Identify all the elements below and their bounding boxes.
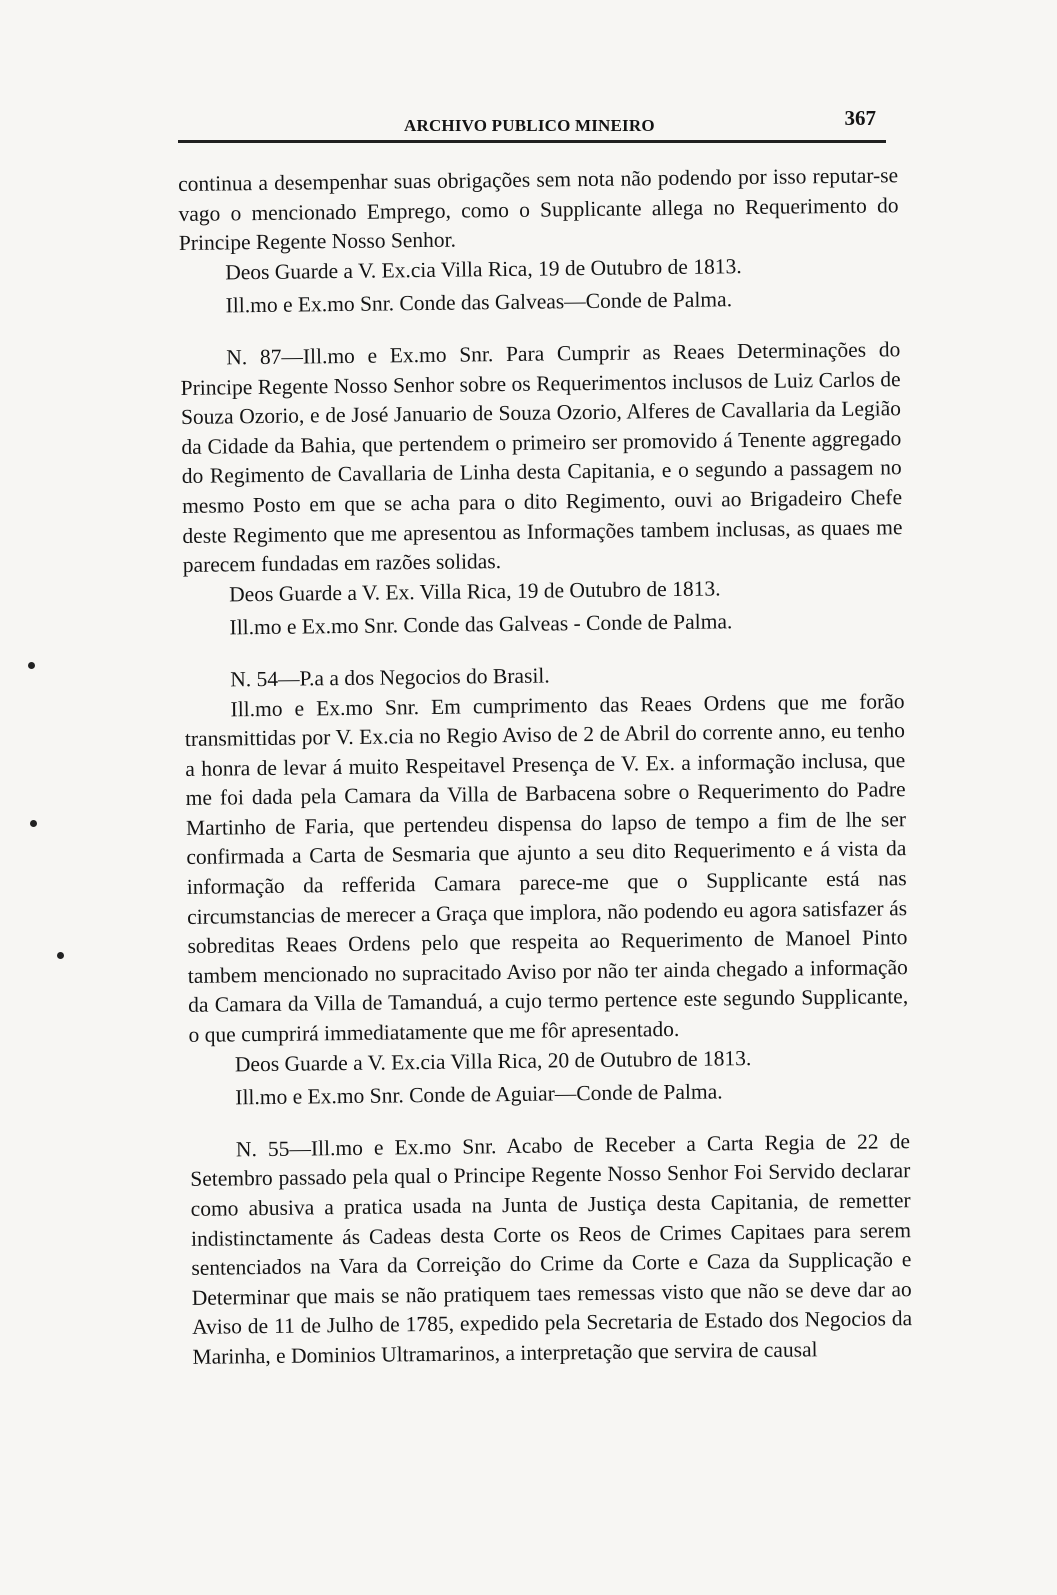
- document-body: [178, 161, 913, 1372]
- letter-2-closing: Deos Guarde a V. Ex. Villa Rica, 19 de Outubro de 1813.: [229, 576, 721, 607]
- letter-3-signature: Ill.mo e Ex.mo Snr. Conde de Aguiar—Conde de Palma.: [235, 1079, 723, 1110]
- margin-mark: [30, 820, 37, 827]
- page-number: 367: [844, 106, 876, 130]
- letter-2-signature: Ill.mo e Ex.mo Snr. Conde das Galveas - Conde de Palma.: [229, 609, 733, 640]
- letter-1-body: continua a desempenhar suas obrigações sem nota não podendo por isso reputar-se vago o mencionado Emprego, como o Supplicante allega no Requerimento do Principe Regente Nosso Senhor.: [178, 163, 899, 256]
- letter-2-body: N. 87—Ill.mo e Ex.mo Snr. Para Cumprir as Reaes Determinações do Principe Regente Nosso Senhor sobre os Requerimentos inclusos de Luiz Carlos de Souza Ozorio, e de José Januario de Souza Ozorio, Alferes de Cavallaria da Legião da Cidade da Bahia, que pertendem o primeiro ser promovido á Tenente aggregado do Regimento de Cavallaria de Linha desta Capitania, e o segundo a passagem no mesmo Posto em que se acha para o dito Regimento, ouvi ao Brigadeiro Chefe deste Regimento que me apresentou as Informações tambem inclusas, as quaes me parecem fundadas em razões solidas.: [180, 337, 903, 578]
- header-rule: [178, 140, 886, 143]
- letter-1-closing: Deos Guarde a V. Ex.cia Villa Rica, 19 de Outubro de 1813.: [225, 253, 742, 285]
- letter-3-closing: Deos Guarde a V. Ex.cia Villa Rica, 20 de Outubro de 1813.: [234, 1045, 752, 1076]
- letter-4-body: N. 55—Ill.mo e Ex.mo Snr. Acabo de Receber a Carta Regia de 22 de Setembro passado pela qual o Principe Regente Nosso Senhor Foi Servido declarar como abusiva a pratica usada na Junta de Justiça desta Capitania, de remetter indistinctamente ás Cadeas desta Corte os Reos de Crimes Capitaes para serem sentenciados na Vara da Correição do Crime da Corte e Caza da Supplicação e Determinar que mais se não pratiquem taes remessas visto que não se deve dar ao Aviso de 11 de Julho de 1785, expedido pela Secretaria de Estado dos Negocios da Marinha, e Dominios Ultramarinos, a interpretação que servira de causal: [190, 1128, 913, 1369]
- letter-3-heading: N. 54—P.a a dos Negocios do Brasil.: [230, 663, 550, 692]
- margin-mark: [57, 952, 64, 959]
- margin-mark: [28, 662, 35, 669]
- running-title: ARCHIVO PUBLICO MINEIRO: [404, 116, 655, 135]
- letter-3-body: Ill.mo e Ex.mo Snr. Em cumprimento das Reaes Ordens que me forão transmittidas por V. Ex.cia no Regio Aviso de 2 de Abril do corrente anno, eu tenho a honra de levar á muito Respeitavel Presença de V. Ex. a informação inclusa, que me foi dada pela Camara da Villa de Barbacena sobre o Requerimento do Padre Martinho de Faria, que pertendeu dispensa do lapso de tempo a fim de lhe ser confirmada a Carta de Sesmaria que ajunto a seu dito Requerimento e á vista da informação da refferida Camara parece-me que o Supplicante está nas circumstancias de merecer a Graça que implora, não podendo eu agora satisfazer ás sobreditas Reaes Ordens pelo que respeita ao Requerimento de Manoel Pinto tambem mencionado no supracitado Aviso por não ter ainda chegado a informação da Camara da Villa de Tamanduá, a cujo termo pertence este segundo Supplicante, o que cumprirá immediatamente que me fôr apresentado.: [184, 688, 909, 1047]
- letter-1-signature: Ill.mo e Ex.mo Snr. Conde das Galveas—Conde de Palma.: [225, 287, 733, 318]
- page-header: [178, 100, 886, 140]
